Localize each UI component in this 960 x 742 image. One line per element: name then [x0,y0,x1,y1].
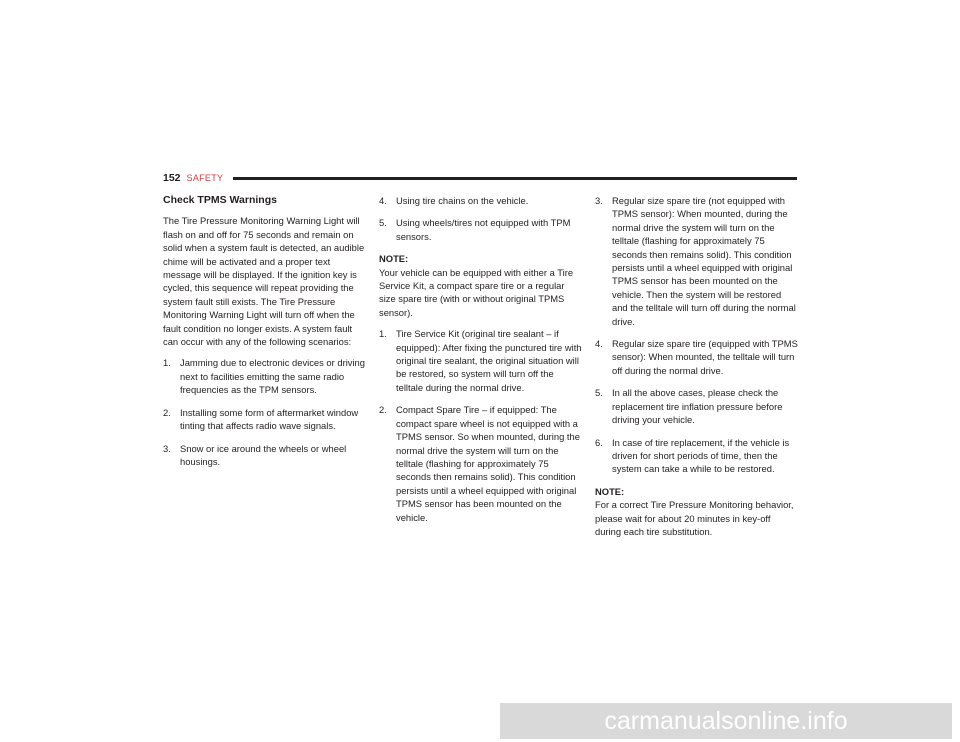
fault-scenarios-list-continued [379,194,583,243]
list-item [595,386,799,426]
item-number: 4. [595,338,603,350]
section-heading: Check TPMS Warnings [163,194,277,206]
item-text: Installing some form of aftermarket window tinting that affects radio wave signals. [180,406,359,432]
section-title: SAFETY [186,173,224,183]
item-text: Snow or ice around the wheels or wheel housings. [180,442,347,467]
item-text: Using tire chains on the vehicle. [396,195,529,206]
note-text: Your vehicle can be equipped with either a Tire Service Kit, a compact spare tire or a regular size spare tire (with or without original TPMS sensor). [379,266,574,318]
item-text: Compact Spare Tire – if equipped: The compact spare wheel is not equipped with a TPMS sensor. So when mounted, during the normal drive the system will turn on the telltale (flashing for approximately 75 seconds then remains solid). This condition persists until a wheel equipped with original TPMS sensor has been mounted on the vehicle. [396,404,580,523]
item-number: 5. [379,217,387,229]
item-number: 1. [379,328,387,340]
note-label: NOTE: [595,485,625,497]
list-item [595,337,799,377]
watermark: carmanualsonline.info [500,703,952,739]
item-number: 1. [163,357,171,369]
item-text: In case of tire replacement, if the vehicle is driven for short periods of time, then the system can take a while to be restored. [612,436,790,475]
spare-options-list [379,327,583,524]
list-item [163,442,366,469]
note-label: NOTE: [379,253,409,265]
page-number: 152 [163,172,181,184]
item-number: 4. [379,195,387,206]
item-text: In all the above cases, please check the replacement tire inflation pressure before driving your vehicle. [612,387,783,426]
page-header [163,170,797,186]
item-text: Regular size spare tire (equipped with TPMS sensor): When mounted, the telltale will turn off during the normal drive. [612,338,798,376]
item-number: 5. [595,387,603,399]
item-number: 3. [163,442,171,454]
list-item [379,194,583,207]
item-text: Using wheels/tires not equipped with TPM sensors. [396,217,571,242]
note-text: For a correct Tire Pressure Monitoring behavior, please wait for about 20 minutes in key-off during each tire substitution. [595,499,794,537]
list-item [379,403,583,524]
list-item [379,216,583,243]
item-text: Jamming due to electronic devices or driving next to facilities emitting the same radio frequencies as the TPM sensors. [180,357,365,396]
column-2 [379,194,583,533]
list-item [379,327,583,394]
item-text: Tire Service Kit (original tire sealant – if equipped): After fixing the punctured tire with original tire sealant, the original situation will be restored, so system will turn off the telltale during the normal drive. [396,328,582,393]
item-number: 2. [163,406,171,418]
fault-scenarios-list [163,356,366,468]
list-item [595,194,799,328]
list-item [163,356,366,396]
column-3 [595,194,799,546]
intro-paragraph: The Tire Pressure Monitoring Warning Light will flash on and off for 75 seconds and remain on solid when a system fault is detected, an audible chime will be activated and a proper text message will be displayed. If the ignition key is cycled, this sequence will repeat providing the system fault still exists. The Tire Pressure Monitoring Warning Light will turn off when the fault condition no longer exists. A system fault can occur with any of the following scenarios: [163,215,365,348]
item-number: 3. [595,195,603,206]
list-item [163,406,366,433]
spare-options-list-continued [595,194,799,476]
item-text: Regular size spare tire (not equipped with TPMS sensor): When mounted, during the normal drive the system will turn on the telltale (flashing for approximately 75 seconds then remains solid). This condition persists until a wheel equipped with original TPMS sensor has been mounted on the vehicle. Then the system will be restored and the telltale will turn off during the normal drive. [612,195,796,327]
header-rule [233,177,797,180]
list-item [595,436,799,476]
column-1 [163,194,366,477]
item-number: 2. [379,404,387,416]
item-number: 6. [595,436,603,448]
